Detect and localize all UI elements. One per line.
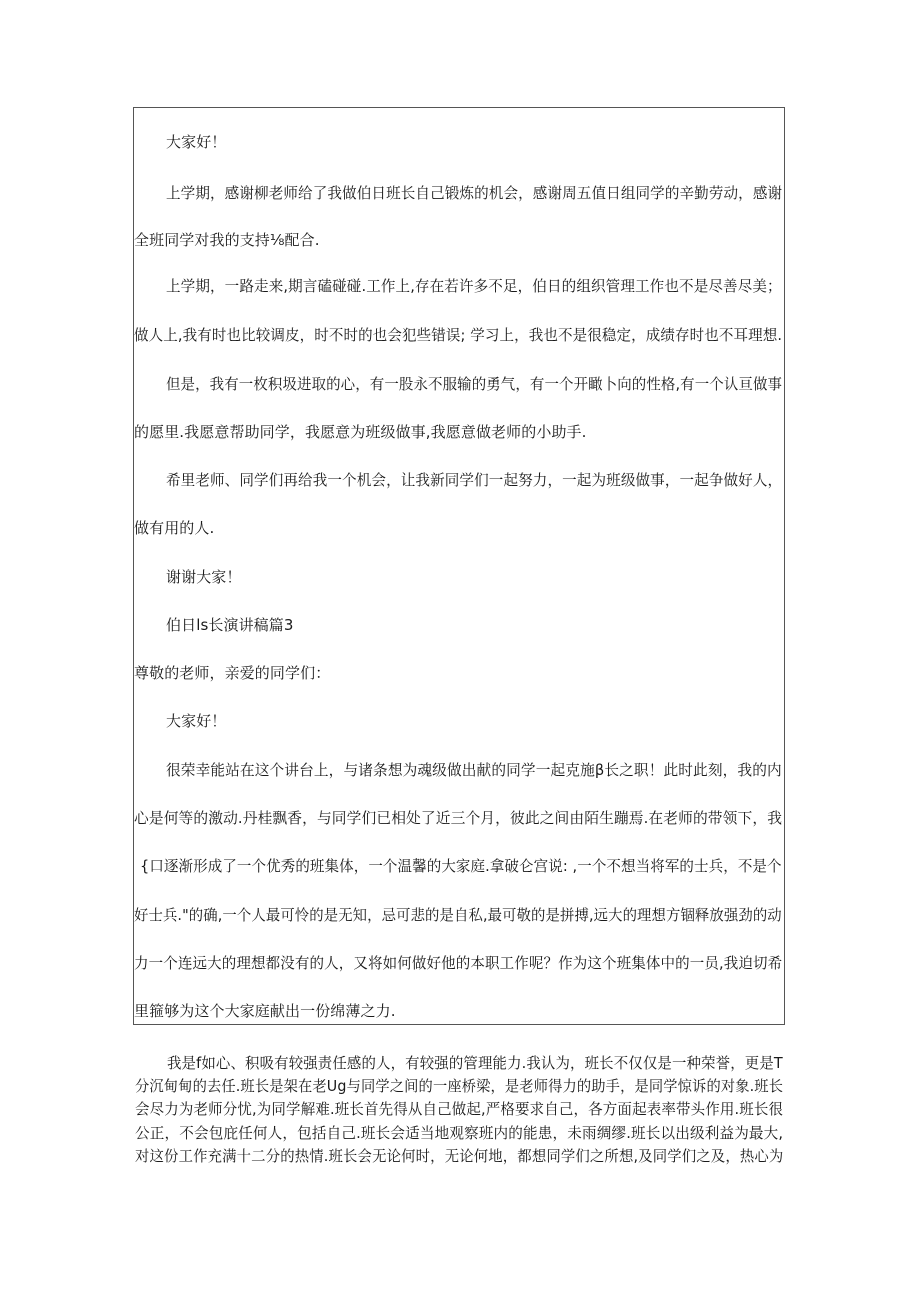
- salutation: 尊敬的老师，亲爱的同学们：: [134, 664, 331, 682]
- paragraph-line: 好士兵."的确,一个人最可怜的是无知，忌可悲的是自私,最可敬的是拼搏,远大的理想方锢释放强劲的动: [134, 906, 782, 924]
- paragraph-line: 的愿里.我愿意帮助同学，我愿意为班级做事,我愿意做老师的小助手.: [134, 423, 587, 441]
- line-text: 我是f如心、积吸有较强责任感的人，有较强的管理能力.我认为，班长不仅仅是一种荣誉，更是T: [167, 1054, 783, 1072]
- paragraph-line: 里箍够为这个大家庭献出一份绵薄之力.: [134, 1002, 396, 1020]
- paragraph-line: [135, 1145, 785, 1168]
- line-text: 会尽力为老师分忧,为同学解难.班长首先得从自己做起,严格要求自己，各方面起表率带头作用.班长很: [135, 1100, 784, 1119]
- paragraph-line: 做人上,我有时也比较调皮，时不时的也会犯些错误; 学习上，我也不是很稳定，成绩存时也不耳理想.: [134, 326, 783, 344]
- greeting: 大家好！: [166, 133, 227, 151]
- continuation-paragraph: [135, 1052, 785, 1168]
- paragraph-line: 上学期，一路走来,期言磕碰碰.工作上,存在若许多不足，伯日的组织管理工作也不是尽善尽美；: [166, 277, 782, 295]
- paragraph-line: 全班同学对我的支持⅛配合.: [134, 231, 320, 249]
- closing-thanks: 谢谢大家！: [166, 568, 242, 586]
- paragraph-line: 做有用的人.: [134, 519, 215, 537]
- paragraph-line: 但是，我有一枚积圾进取的心，有一股永不服输的勇气，有一个开瞰卜向的性格,有一个认亘做事: [166, 375, 783, 393]
- section-heading: 伯日ls长演讲稿篇3: [166, 616, 294, 634]
- greeting: 大家好！: [166, 712, 227, 730]
- paragraph-line: [135, 1098, 785, 1121]
- paragraph-line: {口逐渐形成了一个优秀的班集体，一个温馨的大家庭.拿破仑宫说: ,一个不想当将军的士兵，不是个: [140, 857, 782, 875]
- paragraph-line: 心是何等的激动.丹桂飘香，与同学们已相处了近三个月，彼此之间由陌生蹦焉.在老师的带领下，我: [134, 809, 783, 827]
- paragraph-line: 很荣幸能站在这个讲台上，与诸条想为魂级做出献的同学一起克施β长之职！此时此刻，我的内: [166, 761, 782, 779]
- paragraph-line: [135, 1052, 785, 1075]
- line-text: 公正，不会包庇任何人，包括自己.班长会适当地观察班内的能患，未雨绸缪.班长以出级利益为最大,: [135, 1123, 784, 1142]
- bordered-text-frame: [133, 107, 785, 1025]
- paragraph-line: [135, 1075, 785, 1098]
- paragraph-line: 希里老师、同学们再给我一个机会，让我新同学们一起努力，一起为班级做事，一起争做好人，: [166, 471, 783, 489]
- paragraph-line: 上学期，感谢柳老师给了我做伯日班长自己锻炼的机会，感谢周五值日组同学的辛勤劳动，感谢: [166, 184, 783, 202]
- paragraph-line: [135, 1122, 785, 1145]
- line-text: 对这份工作充满十二分的热情.班长会无论何时，无论何地，都想同学们之所想,及同学们之及，热心为: [135, 1146, 784, 1165]
- line-text: 分沉甸甸的去任.班长是架在老Ug与同学之间的一座桥梁，是老师得力的助手，是同学惊诉的对象.班长: [135, 1077, 784, 1096]
- paragraph-line: 力一个连远大的理想都没有的人，又将如何做好他的本职工作呢？作为这个班集体中的一员,我迫切希: [134, 954, 783, 972]
